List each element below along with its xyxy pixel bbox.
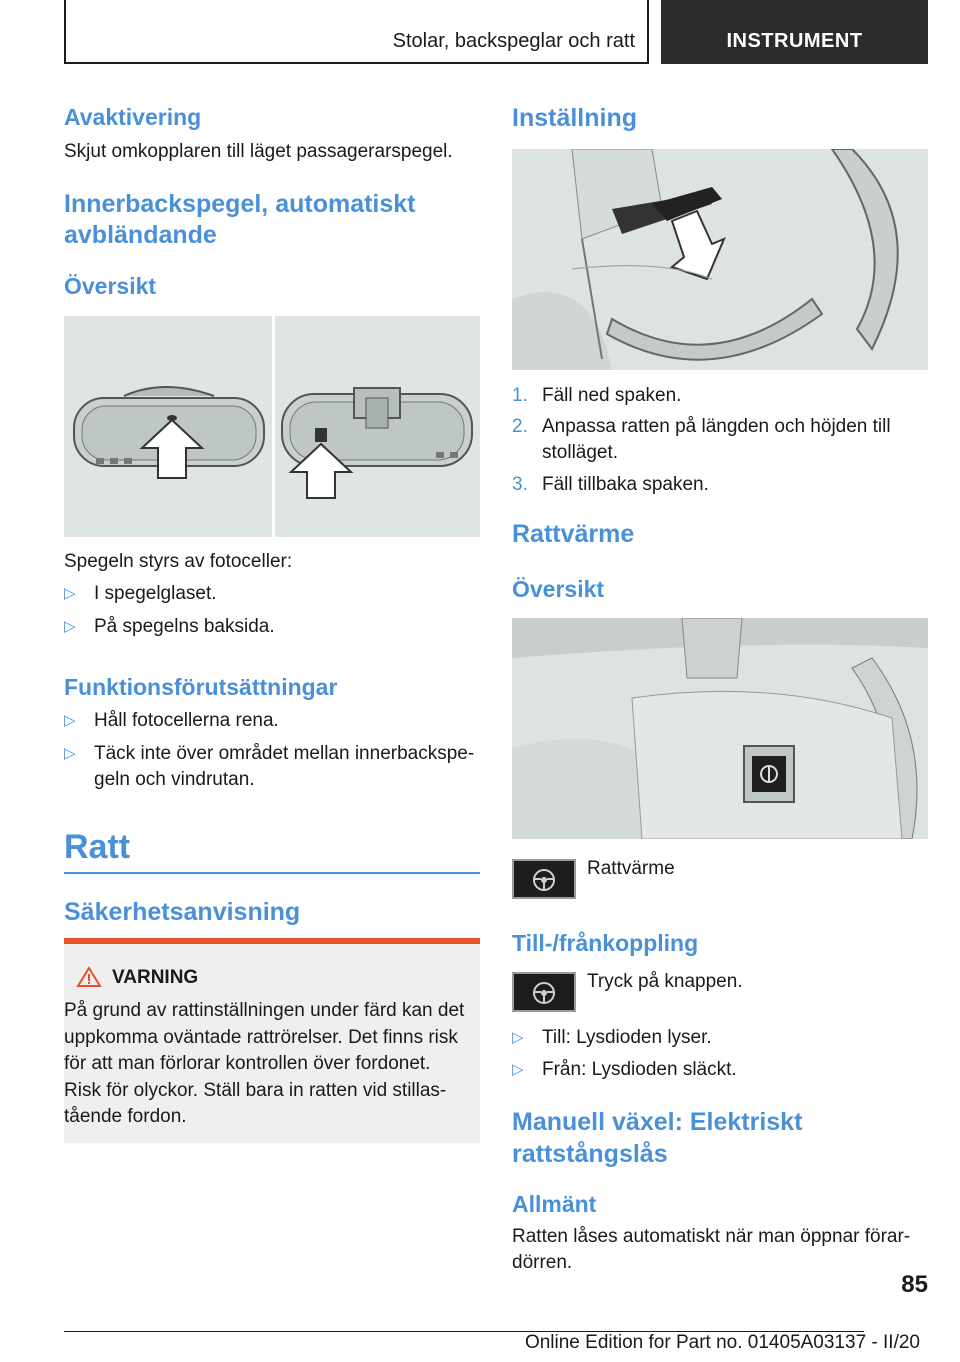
allmant-heading: Allmänt [512,1191,597,1217]
page-number: 85 [901,1271,928,1298]
warning-line: uppkomma oväntade rattrörelser. Det finns risk [64,1026,458,1048]
till-caption: Tryck på knappen. [587,971,743,992]
steering-lever-illustration [512,149,928,370]
mirror-heading [64,189,416,251]
bullet-text: I spegelglaset. [94,583,217,604]
chapter-tab [661,0,928,64]
heating-button-image [512,859,576,899]
funktion-heading: Funktionsförutsättningar [64,674,338,700]
warning-triangle-icon [76,966,102,988]
triangle-bullet-icon: ▷ [512,1029,524,1046]
warning-line: Risk för olyckor. Ställ bara in ratten vid stillas- [64,1079,447,1101]
warning-bar [64,938,480,944]
chapter-title: INSTRUMENT [726,30,863,52]
triangle-bullet-icon: ▷ [64,745,76,762]
heating-button-image [512,972,576,1012]
allmant-line: Ratten låses automatiskt när man öppnar förar- [512,1226,911,1247]
manuell-heading-line2: rattstångslås [512,1140,668,1168]
mirror-figure [64,316,480,537]
section-tab [64,0,649,64]
step-number: 3. [512,474,528,495]
bullet-text: Håll fotocellerna rena. [94,710,279,731]
steering-wheel-heating-icon [514,974,574,1010]
bullet-text [94,741,480,793]
triangle-bullet-icon: ▷ [64,585,76,602]
rattvarme-caption: Rattvärme [587,858,675,879]
allmant-line: dörren. [512,1252,573,1273]
step-number: 2. [512,416,528,437]
steering-wheel-heating-icon [514,861,574,897]
bullet-text: Till: Lysdioden lyser. [542,1027,712,1048]
footer-edition: Online Edition for Part no. 01405A03137 - II/20 [524,1332,920,1353]
page-header [64,0,928,64]
bullet-text-line: Täck inte över området mellan innerbackspe- [94,743,475,764]
step-text [542,414,928,466]
installning-heading: Inställning [512,104,637,132]
allmant-text [512,1224,928,1276]
warning-line: tående fordon. [64,1106,187,1127]
heating-button-illustration [512,618,928,839]
avaktivering-heading: Avaktivering [64,104,202,130]
heating-button-figure [512,618,928,839]
bullet-text: På spegelns baksida. [94,616,275,637]
oversikt-heading-right: Översikt [512,576,605,602]
spegeln-text: Spegeln styrs av fotoceller: [64,551,293,572]
triangle-bullet-icon: ▷ [64,712,76,729]
step-text-line: Anpassa ratten på längden och höjden till [542,416,891,437]
warning-line: På grund av rattinställningen under färd kan det [64,1000,465,1021]
warning-text [64,998,480,1131]
mirror-illustration [64,316,480,537]
manuell-heading [512,1106,802,1170]
avaktivering-text: Skjut omkopplaren till läget passagerarspegel. [64,141,453,162]
step-text: Fäll ned spaken. [542,385,682,406]
step-text: Fäll tillbaka spaken. [542,474,709,495]
manuell-heading-line1: Manuell växel: Elektriskt [512,1108,803,1136]
step-text-line: stolläget. [542,442,619,463]
triangle-bullet-icon: ▷ [512,1061,524,1078]
oversikt-heading-left: Översikt [64,273,157,299]
ratt-divider [64,872,480,874]
mirror-heading-line1: Innerbackspegel, automatiskt [64,190,416,218]
rattvarme-heading: Rattvärme [512,520,635,548]
steering-adjust-figure [512,149,928,370]
ratt-heading: Ratt [64,828,131,866]
bullet-text-line: geln och vindrutan. [94,769,255,790]
sakerhet-heading: Säkerhetsanvisning [64,898,301,926]
step-number: 1. [512,385,528,406]
till-heading: Till-/frånkoppling [512,930,699,956]
warning-line: för att man förlorar kontrollen över fordonet. [64,1053,431,1074]
warning-box [64,938,480,1143]
section-title: Stolar, backspeglar och ratt [392,30,635,52]
mirror-heading-line2: avbländande [64,221,217,249]
triangle-bullet-icon: ▷ [64,618,76,635]
bullet-text: Från: Lysdioden släckt. [542,1059,737,1080]
warning-label: VARNING [112,967,199,988]
